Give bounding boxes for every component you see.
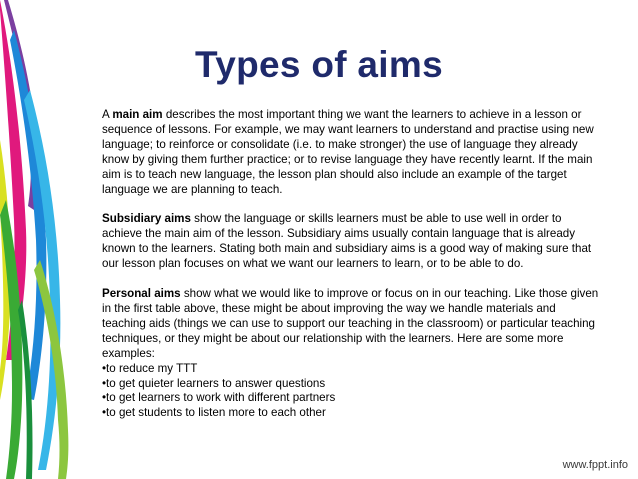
example-item: •to get quieter learners to answer questions	[102, 376, 326, 390]
main-aim-lead: A	[102, 108, 113, 121]
example-item: •to get learners to work with different partners	[102, 391, 336, 405]
footer-watermark: www.fppt.info	[562, 459, 628, 471]
main-aim-term: main aim	[112, 108, 163, 121]
personal-aims-term: Personal aims	[102, 287, 181, 301]
subsidiary-aims-paragraph	[102, 212, 602, 272]
main-aim-text: describes the most important thing we want the learners to achieve in a lesson or sequence of lessons. For example, we may want learners to understand and practise using new language; to reinforce or consolidate (i.e. to make stronger) the use of language they already know by giving them further practice; or to revise language they have recently learnt. If the main aim is to teach new language, the lesson plan should also include an example of the target language we are planning to teach.	[102, 108, 594, 196]
main-aim-paragraph	[102, 108, 602, 197]
slide-title: Types of aims	[195, 44, 443, 85]
personal-aims-paragraph	[102, 287, 602, 421]
personal-aims-text: show what we would like to improve or focus on in our teaching. Like those given in the first table above, these might be about improving the way we handle materials and teaching aids (things we can use to support our teaching in the classroom) or particular teaching techniques, or they might be about our relationship with the learners. Here are some more examples:	[102, 287, 599, 360]
example-item: •to reduce my TTT	[102, 361, 198, 375]
subsidiary-aims-term: Subsidiary aims	[102, 212, 191, 226]
slide-body	[102, 108, 602, 421]
subsidiary-aims-text: show the language or skills learners must be able to use well in order to achieve the main aim of the lesson. Subsidiary aims usually contain language that is already known to the learners. Stating both main and subsidiary aims is a good way of making sure that our lesson plan focuses on what we want our learners to learn, or to be able to do.	[102, 212, 592, 271]
personal-aims-intro	[102, 287, 602, 362]
example-item: •to get students to listen more to each other	[102, 406, 326, 420]
